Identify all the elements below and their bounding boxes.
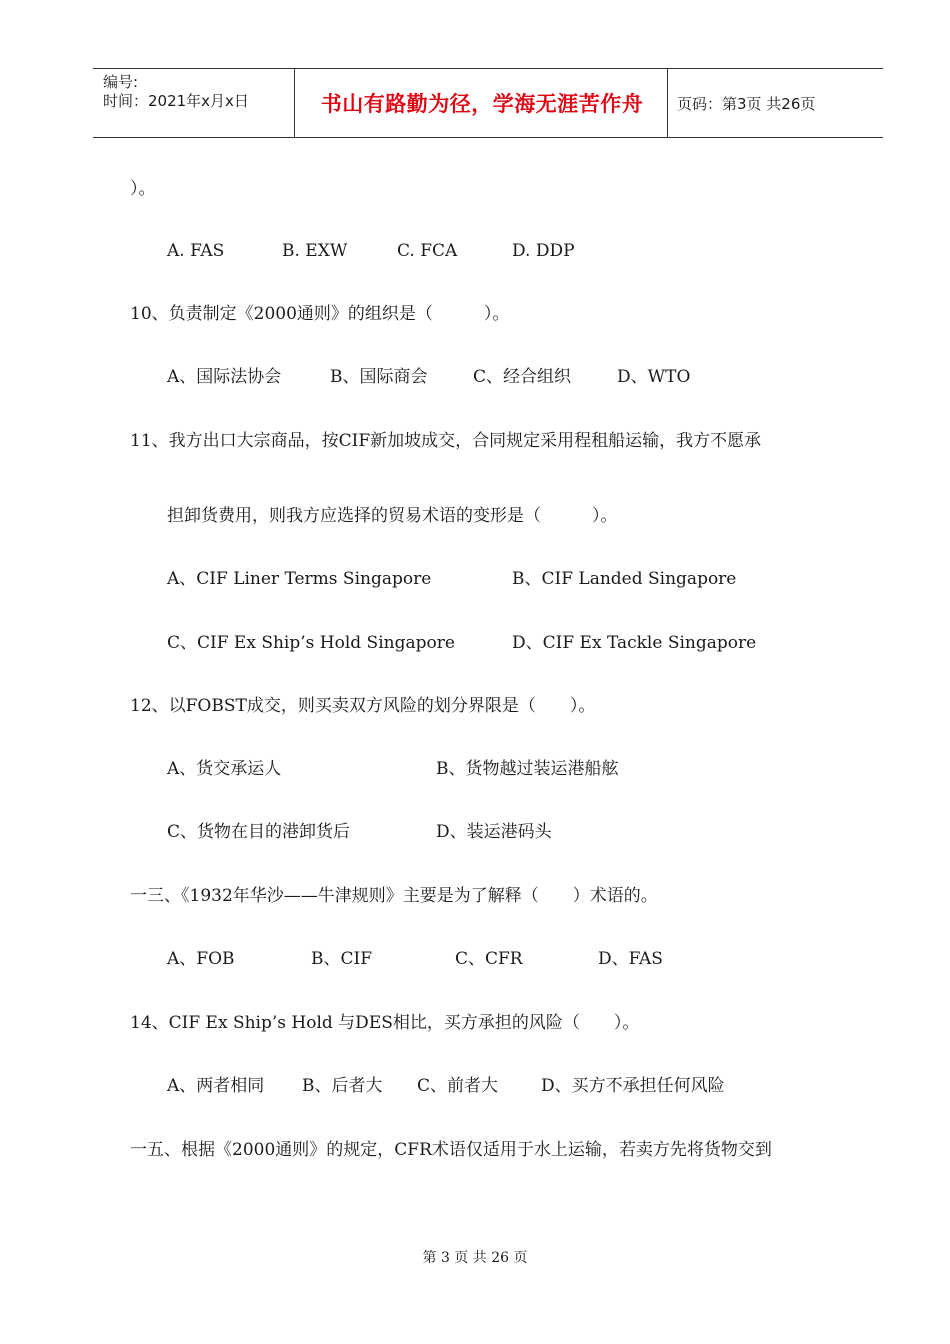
- page-indicator: 页码：第3页 共26页: [677, 95, 816, 113]
- option: A、两者相同: [167, 1076, 265, 1096]
- option: C. FCA: [397, 241, 458, 261]
- option: D. DDP: [512, 241, 575, 261]
- question-13: 一三、《1932年华沙——牛津规则》主要是为了解释（ ）术语的。: [130, 886, 658, 906]
- question-11-line-2: 担卸货费用，则我方应选择的贸易术语的变形是（ ）。: [167, 506, 618, 526]
- option: A、FOB: [167, 949, 235, 969]
- option: A、国际法协会: [167, 367, 282, 387]
- option: B、后者大: [302, 1076, 383, 1096]
- option: B. EXW: [282, 241, 348, 261]
- question-10: 10、负责制定《2000通则》的组织是（ ）。: [130, 304, 510, 324]
- question-14: 14、CIF Ex Ship’s Hold 与DES相比，买方承担的风险（ ）。: [130, 1013, 640, 1033]
- option: D、WTO: [617, 367, 691, 387]
- option: D、买方不承担任何风险: [541, 1076, 725, 1096]
- option: D、CIF Ex Tackle Singapore: [512, 633, 757, 653]
- option: B、CIF Landed Singapore: [512, 569, 737, 589]
- question-15: 一五、根据《2000通则》的规定，CFR术语仅适用于水上运输，若卖方先将货物交到: [130, 1140, 772, 1160]
- header-divider: [667, 69, 668, 137]
- option: A. FAS: [167, 241, 225, 261]
- continuation-line: ）。: [130, 179, 156, 199]
- option: B、CIF: [311, 949, 373, 969]
- option: B、国际商会: [330, 367, 428, 387]
- page-header: [93, 68, 883, 138]
- page-footer: 第 3 页 共 26 页: [422, 1250, 528, 1266]
- header-divider: [294, 69, 295, 137]
- question-12: 12、以FOBST成交，则买卖双方风险的划分界限是（ ）。: [130, 696, 596, 716]
- option: C、CFR: [455, 949, 523, 969]
- number-label: 编号:: [103, 73, 139, 91]
- option: C、前者大: [417, 1076, 499, 1096]
- option: A、CIF Liner Terms Singapore: [167, 569, 432, 589]
- option: D、装运港码头: [436, 822, 552, 842]
- time-label: 时间：2021年x月x日: [103, 92, 249, 110]
- header-meta: [103, 73, 249, 111]
- option: C、CIF Ex Ship’s Hold Singapore: [167, 633, 455, 653]
- option: D、FAS: [598, 949, 663, 969]
- option: B、货物越过装运港船舷: [436, 759, 619, 779]
- option: A、货交承运人: [167, 759, 282, 779]
- question-11-line-1: 11、我方出口大宗商品，按CIF新加坡成交，合同规定采用程租船运输，我方不愿承: [130, 431, 762, 451]
- header-motto: 书山有路勤为径，学海无涯苦作舟: [320, 92, 644, 116]
- option: C、货物在目的港卸货后: [167, 822, 351, 842]
- option: C、经合组织: [473, 367, 572, 387]
